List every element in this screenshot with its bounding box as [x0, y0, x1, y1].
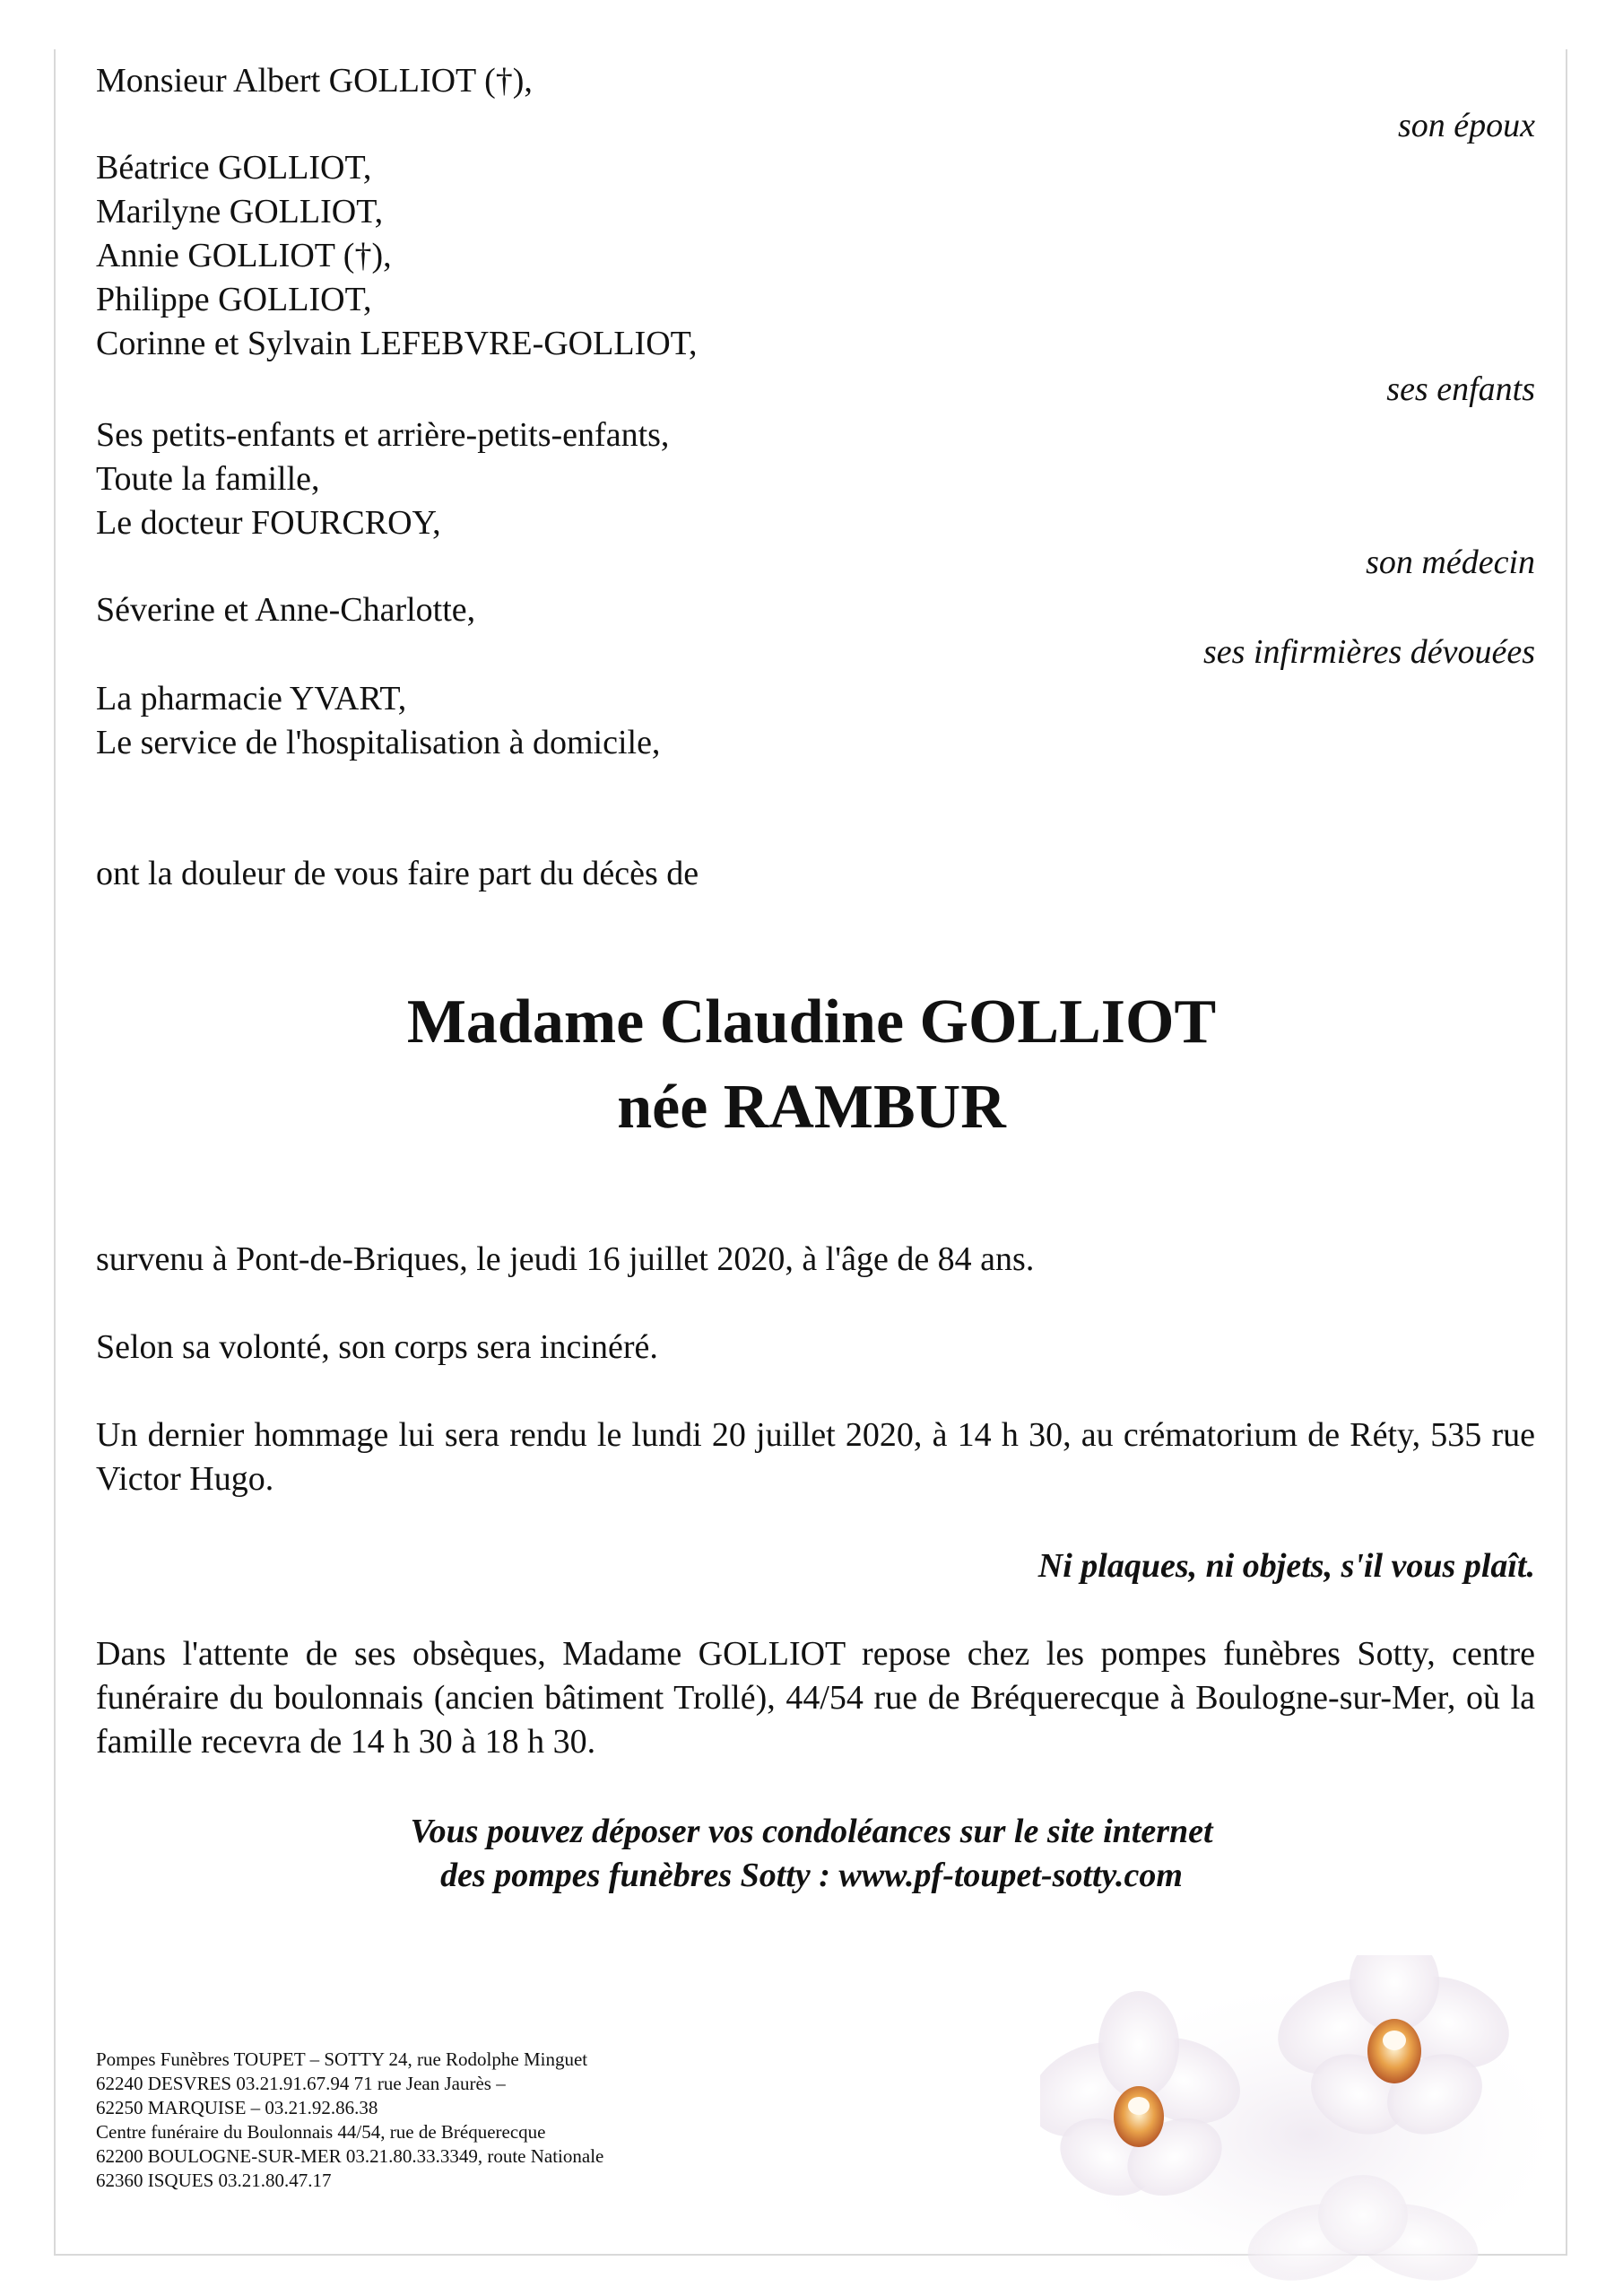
relatives-line: Toute la famille,	[96, 460, 320, 498]
deceased-maiden-name: née RAMBUR	[617, 1073, 1006, 1142]
child-line: Philippe GOLLIOT,	[96, 281, 372, 318]
home-care-line: Le service de l'hospitalisation à domicile,	[96, 724, 661, 761]
child-line: Corinne et Sylvain LEFEBVRE-GOLLIOT,	[96, 325, 698, 362]
pharmacy-line: La pharmacie YVART,	[96, 680, 407, 718]
rest-details: Dans l'attente de ses obsèques, Madame GOLLIOT repose chez les pompes funèbres Sotty, centre funéraire du boulonnais (ancien bâtiment Trollé), 44/54 rue de Bréquerecque à Boulogne-sur-Mer, où la famille recevra de 14 h 30 à 18 h 30.	[96, 1635, 1535, 1761]
footer-line: 62360 ISQUES 03.21.80.47.17	[96, 2170, 332, 2191]
deceased-name: Madame Claudine GOLLIOT	[406, 987, 1217, 1057]
child-line: Béatrice GOLLIOT,	[96, 149, 372, 187]
nurses-relation: ses infirmières dévouées	[1202, 633, 1535, 671]
doctor-name: Le docteur FOURCROY,	[96, 504, 441, 542]
cremation-wishes: Selon sa volonté, son corps sera incinéré.	[96, 1328, 658, 1366]
footer-line: Pompes Funèbres TOUPET – SOTTY 24, rue Rodolphe Minguet	[96, 2048, 588, 2070]
child-line: Annie GOLLIOT (†),	[96, 237, 392, 274]
spouse-name: Monsieur Albert GOLLIOT (†),	[96, 62, 533, 100]
orchid-flowers-image	[1040, 1955, 1578, 2287]
condolences-line-2: des pompes funèbres Sotty : www.pf-toupet-sotty.com	[440, 1857, 1183, 1894]
spouse-relation: son époux	[1397, 107, 1535, 144]
footer-line: 62250 MARQUISE – 03.21.92.86.38	[96, 2097, 378, 2118]
announcement-text: ont la douleur de vous faire part du décès de	[96, 855, 699, 892]
no-plaques-notice: Ni plaques, ni objets, s'il vous plaît.	[1037, 1547, 1535, 1585]
doctor-relation: son médecin	[1366, 544, 1535, 581]
page-frame	[54, 49, 1567, 2256]
footer-line: 62200 BOULOGNE-SUR-MER 03.21.80.33.3349, route Nationale	[96, 2145, 604, 2167]
condolences-line-1: Vous pouvez déposer vos condoléances sur le site internet	[410, 1813, 1213, 1850]
funeral-home-footer	[96, 2048, 603, 2193]
relatives-line: Ses petits-enfants et arrière-petits-enfants,	[96, 416, 670, 454]
children-relation: ses enfants	[1386, 370, 1535, 408]
death-details: survenu à Pont-de-Briques, le jeudi 16 juillet 2020, à l'âge de 84 ans.	[96, 1240, 1035, 1278]
homage-details: Un dernier hommage lui sera rendu le lundi 20 juillet 2020, à 14 h 30, au crématorium de Réty, 535 rue Victor Hugo.	[96, 1416, 1535, 1498]
child-line: Marilyne GOLLIOT,	[96, 193, 384, 230]
footer-line: 62240 DESVRES 03.21.91.67.94 71 rue Jean Jaurès –	[96, 2073, 506, 2094]
nurses-names: Séverine et Anne-Charlotte,	[96, 591, 476, 629]
footer-line: Centre funéraire du Boulonnais 44/54, rue de Bréquerecque	[96, 2121, 546, 2143]
